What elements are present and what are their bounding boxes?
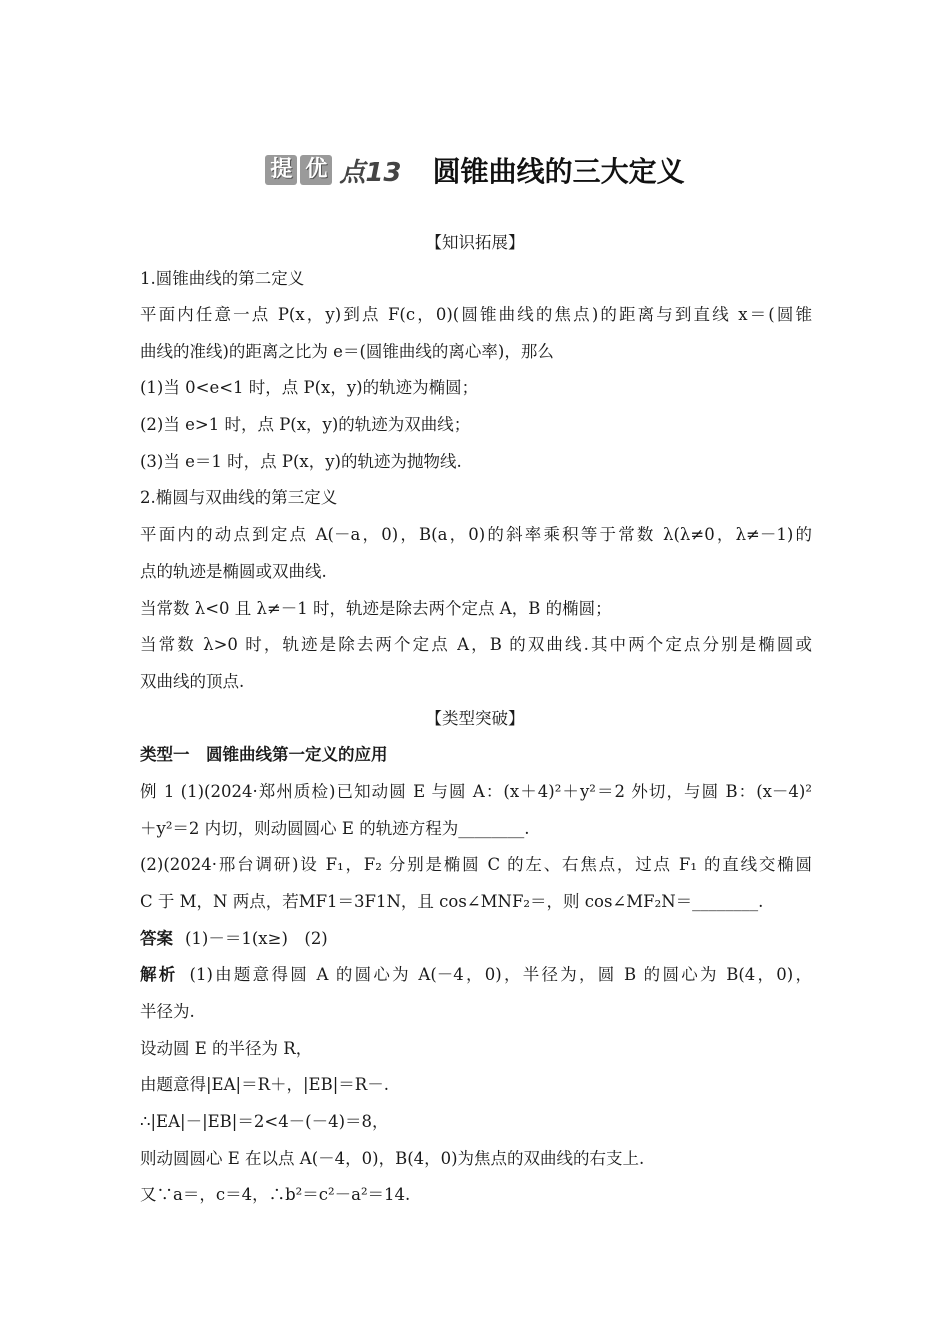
text-line: 点的轨迹是椭圆或双曲线. [140, 562, 327, 581]
text-line: 平面内的动点到定点 A(－a，0)，B(a，0)的斜率乘积等于常数 λ(λ≠0，λ≠－1)的 [140, 525, 812, 544]
type-heading: 类型一 圆锥曲线第一定义的应用 [140, 745, 388, 764]
example-line: C 于 M，N 两点，若MF1＝3F1N，且 cos∠MNF₂＝，则 cos∠MF₂N＝________. [140, 892, 764, 911]
section-heading-types: 【类型突破】 [425, 709, 525, 728]
page-title: 圆锥曲线的三大定义 [432, 155, 685, 188]
badge-number: 点13 [339, 157, 402, 188]
analysis-line: 则动圆圆心 E 在以点 A(－4，0)，B(4，0)为焦点的双曲线的右支上. [140, 1149, 645, 1168]
text-line: (1)当 0<e<1 时，点 P(x，y)的轨迹为椭圆； [140, 378, 479, 397]
answer-text: (1)－＝1(x≥) (2) [185, 929, 328, 948]
example-line: ＋y²＝2 内切，则动圆圆心 E 的轨迹方程为________. [140, 819, 530, 838]
analysis-label: 解析 [140, 965, 178, 984]
badge-char-1: 提 [265, 155, 297, 185]
section-badge [265, 152, 401, 189]
text-line: 双曲线的顶点. [140, 672, 245, 691]
heading-third-definition: 2.椭圆与双曲线的第三定义 [140, 488, 338, 507]
analysis-line: 又∵a＝，c＝4，∴b²＝c²－a²＝14. [140, 1185, 411, 1204]
heading-second-definition: 1.圆锥曲线的第二定义 [140, 269, 305, 288]
analysis-row [140, 964, 812, 986]
analysis-line: 半径为. [140, 1002, 195, 1021]
analysis-text: (1)由题意得圆 A 的圆心为 A(－4，0)，半径为，圆 B 的圆心为 B(4，0)， [189, 965, 813, 984]
example-line: 例 1 (1)(2024·郑州质检)已知动圆 E 与圆 A：(x＋4)²＋y²＝2 外切，与圆 B：(x－4)² [140, 782, 812, 801]
title-bar [0, 150, 950, 190]
text-line: 平面内任意一点 P(x，y)到点 F(c，0)(圆锥曲线的焦点)的距离与到直线 x＝(圆锥 [140, 305, 812, 324]
answer-row [140, 928, 812, 950]
text-line: 当常数 λ>0 时，轨迹是除去两个定点 A，B 的双曲线.其中两个定点分别是椭圆或 [140, 635, 812, 654]
example-line: (2)(2024·邢台调研)设 F₁，F₂ 分别是椭圆 C 的左、右焦点，过点 F₁ 的直线交椭圆 [140, 855, 812, 874]
text-line: 当常数 λ<0 且 λ≠－1 时，轨迹是除去两个定点 A，B 的椭圆； [140, 599, 612, 618]
analysis-line: 设动圆 E 的半径为 R， [140, 1039, 313, 1058]
text-line: (3)当 e＝1 时，点 P(x，y)的轨迹为抛物线. [140, 452, 462, 471]
text-line: 曲线的准线)的距离之比为 e＝(圆锥曲线的离心率)，那么 [140, 342, 554, 361]
text-line: (2)当 e>1 时，点 P(x，y)的轨迹为双曲线； [140, 415, 471, 434]
answer-label: 答案 [140, 929, 173, 948]
badge-char-2: 优 [300, 155, 332, 185]
analysis-line: ∴|EA|－|EB|＝2<4－(－4)＝8， [140, 1112, 389, 1131]
section-heading-knowledge: 【知识拓展】 [425, 233, 525, 252]
analysis-line: 由题意得|EA|＝R＋，|EB|＝R－. [140, 1075, 389, 1094]
